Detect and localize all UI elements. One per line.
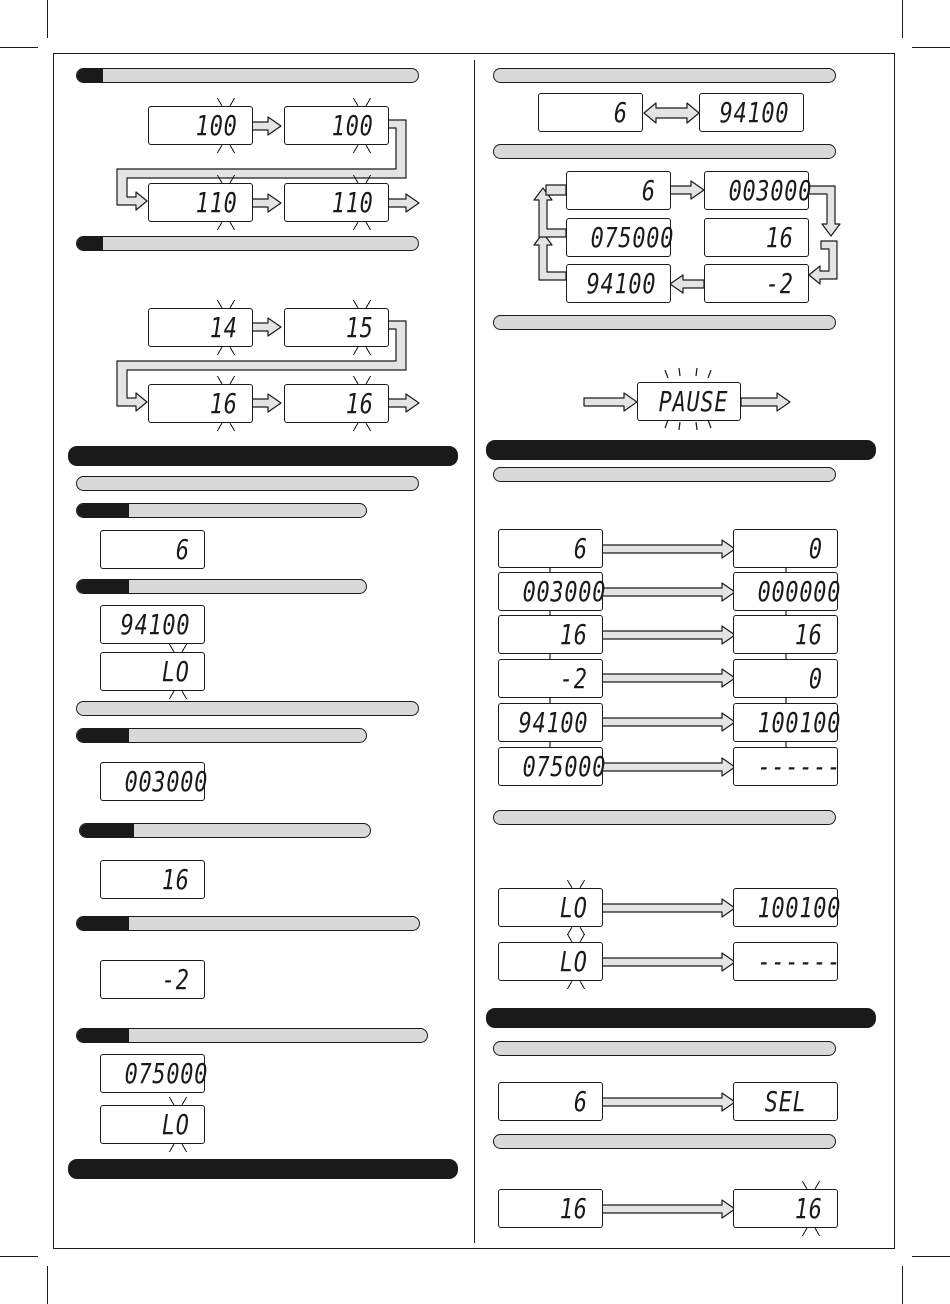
lcd-display: 075000 bbox=[566, 218, 671, 257]
pause-display: PAUSE bbox=[637, 382, 741, 421]
lcd-display: 110 bbox=[148, 183, 253, 222]
section-bar bbox=[76, 916, 420, 931]
lcd-display: 6 bbox=[566, 171, 671, 210]
lcd-display: 15 bbox=[284, 308, 389, 347]
section-bar bbox=[493, 144, 836, 159]
lcd-display: 16 bbox=[498, 615, 603, 654]
lcd-display: 16 bbox=[733, 1189, 838, 1228]
lcd-display: 16 bbox=[733, 615, 838, 654]
lcd-display: -2 bbox=[100, 960, 205, 999]
section-bar bbox=[493, 315, 836, 330]
lcd-display: ------ bbox=[733, 942, 838, 981]
lcd-display: 100 bbox=[284, 106, 389, 145]
lcd-display: 003000 bbox=[704, 171, 809, 210]
lcd-display: LO bbox=[498, 942, 603, 981]
lcd-display: 6 bbox=[100, 530, 205, 569]
lcd-display: 14 bbox=[148, 308, 253, 347]
section-bar bbox=[76, 701, 419, 716]
section-bar bbox=[493, 68, 836, 83]
lcd-display: LO bbox=[498, 888, 603, 927]
lcd-display: 94100 bbox=[100, 605, 205, 644]
lcd-display: 16 bbox=[148, 384, 253, 423]
lcd-display: 6 bbox=[498, 1082, 603, 1121]
lcd-display: 94100 bbox=[566, 264, 671, 303]
lcd-display: LO bbox=[100, 652, 205, 691]
lcd-display: 100 bbox=[148, 106, 253, 145]
lcd-display: 16 bbox=[100, 860, 205, 899]
lcd-display: 0 bbox=[733, 529, 838, 568]
section-bar bbox=[493, 1041, 836, 1056]
lcd-display: 000000 bbox=[733, 572, 838, 611]
section-header-bar bbox=[486, 1008, 876, 1028]
lcd-display: 100100 bbox=[733, 703, 838, 742]
lcd-display: 6 bbox=[538, 93, 643, 132]
lcd-display: 100100 bbox=[733, 888, 838, 927]
section-bar bbox=[76, 503, 367, 518]
lcd-display: -2 bbox=[704, 264, 809, 303]
lcd-display: 94100 bbox=[699, 93, 804, 132]
lcd-display: 003000 bbox=[100, 762, 205, 801]
section-header-bar bbox=[486, 440, 876, 460]
section-header-bar bbox=[68, 446, 458, 466]
section-header-bar bbox=[68, 1159, 458, 1179]
lcd-display: 075000 bbox=[498, 747, 603, 786]
lcd-display: 16 bbox=[284, 384, 389, 423]
lcd-display: 110 bbox=[284, 183, 389, 222]
section-bar bbox=[76, 236, 419, 251]
section-bar bbox=[76, 1028, 428, 1043]
lcd-display: 16 bbox=[498, 1189, 603, 1228]
lcd-display: 6 bbox=[498, 529, 603, 568]
section-bar bbox=[76, 476, 419, 491]
section-bar bbox=[76, 728, 367, 743]
section-bar bbox=[493, 467, 836, 482]
section-bar bbox=[79, 823, 371, 838]
section-bar bbox=[76, 68, 419, 83]
section-bar bbox=[493, 810, 836, 825]
lcd-display: ------ bbox=[733, 747, 838, 786]
lcd-display: 003000 bbox=[498, 572, 603, 611]
lcd-display: 16 bbox=[704, 218, 809, 257]
lcd-display: SEL bbox=[733, 1082, 838, 1121]
lcd-display: 0 bbox=[733, 659, 838, 698]
lcd-display: 075000 bbox=[100, 1054, 205, 1093]
section-bar bbox=[493, 1134, 836, 1149]
lcd-display: LO bbox=[100, 1105, 205, 1144]
lcd-display: 94100 bbox=[498, 703, 603, 742]
lcd-display: -2 bbox=[498, 659, 603, 698]
section-bar bbox=[76, 579, 367, 594]
